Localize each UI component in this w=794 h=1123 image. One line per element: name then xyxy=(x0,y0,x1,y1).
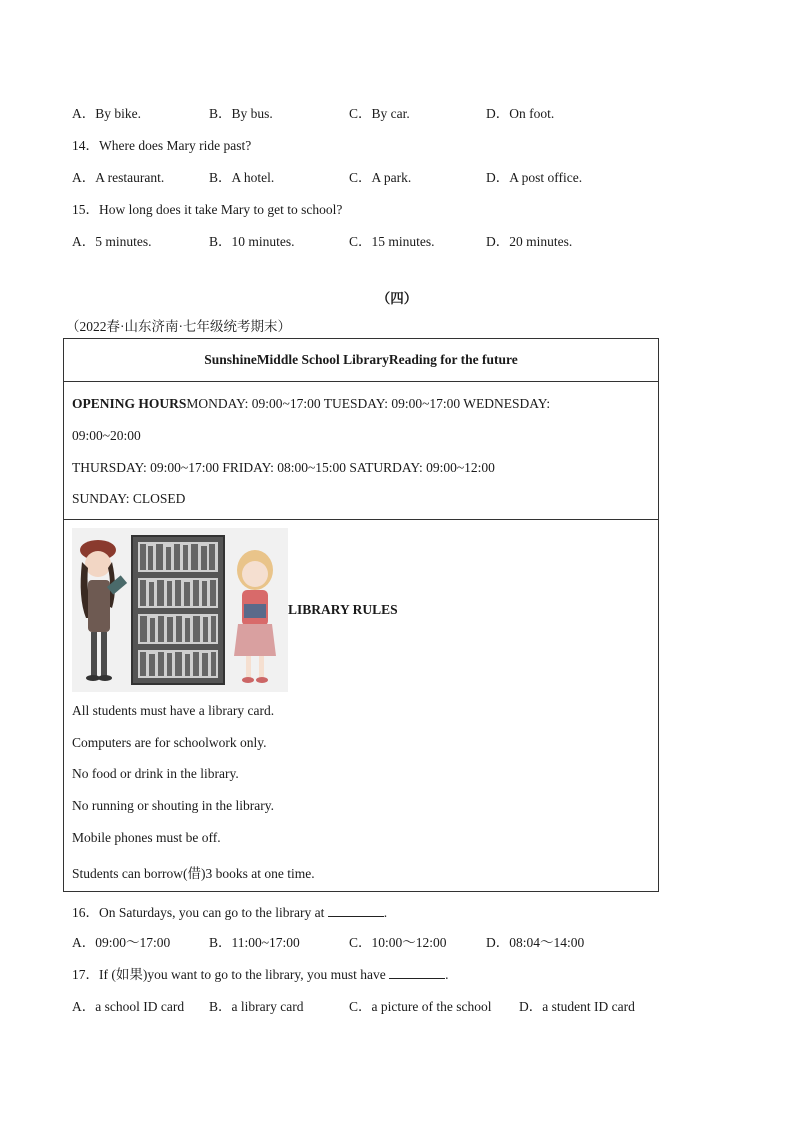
rule-item: No running or shouting in the library. xyxy=(72,798,274,813)
q17-answer-blank xyxy=(389,966,445,979)
q17-option-d: D．a student ID card xyxy=(519,999,635,1014)
opening-hours-line4: SUNDAY: CLOSED xyxy=(72,491,186,506)
library-illustration xyxy=(72,528,288,692)
q14-option-d: D．A post office. xyxy=(486,170,583,185)
q13-options xyxy=(72,102,672,120)
q13-option-a: A．By bike. xyxy=(72,106,141,121)
q16-option-a: A．09:00～17:00 xyxy=(72,935,171,950)
q16-option-b: B．11:00~17:00 xyxy=(209,935,300,950)
q16-question-end: . xyxy=(383,905,388,920)
opening-hours-line2: 09:00~20:00 xyxy=(72,428,141,443)
section-source: （2022春·山东济南·七年级统考期末） xyxy=(66,319,291,334)
opening-hours-line1 xyxy=(72,396,550,412)
q14-question: 14．Where does Mary ride past? xyxy=(72,138,252,153)
q14-options xyxy=(72,166,672,184)
opening-hours-cell xyxy=(63,381,659,520)
notice-title-cell xyxy=(63,338,659,382)
q14-option-c: C．A park. xyxy=(349,170,412,185)
library-illustration-svg xyxy=(72,528,288,692)
q17-question xyxy=(72,963,448,983)
q13-option-d: D．On foot. xyxy=(486,106,555,121)
section-number: （四） xyxy=(376,291,418,306)
q16-question xyxy=(72,901,387,921)
opening-hours-text1: MONDAY: 09:00~17:00 TUESDAY: 09:00~17:00 WEDNESDAY: xyxy=(186,396,551,411)
q16-answer-blank xyxy=(328,904,384,917)
notice-title: SunshineMiddle School LibraryReading for the future xyxy=(204,352,518,367)
q13-option-b: B．By bus. xyxy=(209,106,273,121)
q15-option-d: D．20 minutes. xyxy=(486,234,573,249)
q15-option-b: B．10 minutes. xyxy=(209,234,295,249)
q13-option-c: C．By car. xyxy=(349,106,410,121)
library-rules-title: LIBRARY RULES xyxy=(288,602,398,617)
q17-option-c: C．a picture of the school xyxy=(349,999,492,1014)
q17-option-a: A．a school ID card xyxy=(72,999,185,1014)
q14-option-a: A．A restaurant. xyxy=(72,170,165,185)
q14-option-b: B．A hotel. xyxy=(209,170,275,185)
q16-options xyxy=(72,931,672,949)
rule-item: Computers are for schoolwork only. xyxy=(72,735,267,750)
rule-item: All students must have a library card. xyxy=(72,703,275,718)
rule-item: Students can borrow(借)3 books at one time. xyxy=(72,866,315,881)
q16-option-c: C．10:00～12:00 xyxy=(349,935,447,950)
q17-question-text: 17．If (如果)you want to go to the library, you must have xyxy=(72,967,386,982)
opening-hours-line3: THURSDAY: 09:00~17:00 FRIDAY: 08:00~15:00 SATURDAY: 09:00~12:00 xyxy=(72,460,495,475)
q15-option-a: A．5 minutes. xyxy=(72,234,152,249)
q15-question: 15．How long does it take Mary to get to school? xyxy=(72,202,343,217)
q17-question-end: . xyxy=(445,967,449,982)
q16-option-d: D．08:04～14:00 xyxy=(486,935,585,950)
q15-options xyxy=(72,230,672,248)
q17-option-b: B．a library card xyxy=(209,999,304,1014)
q15-option-c: C．15 minutes. xyxy=(349,234,435,249)
q17-options xyxy=(72,995,672,1013)
rule-item: No food or drink in the library. xyxy=(72,766,239,781)
rule-item: Mobile phones must be off. xyxy=(72,830,221,845)
q16-question-text: 16．On Saturdays, you can go to the library at xyxy=(72,905,325,920)
opening-hours-label: OPENING HOURS xyxy=(72,396,187,411)
